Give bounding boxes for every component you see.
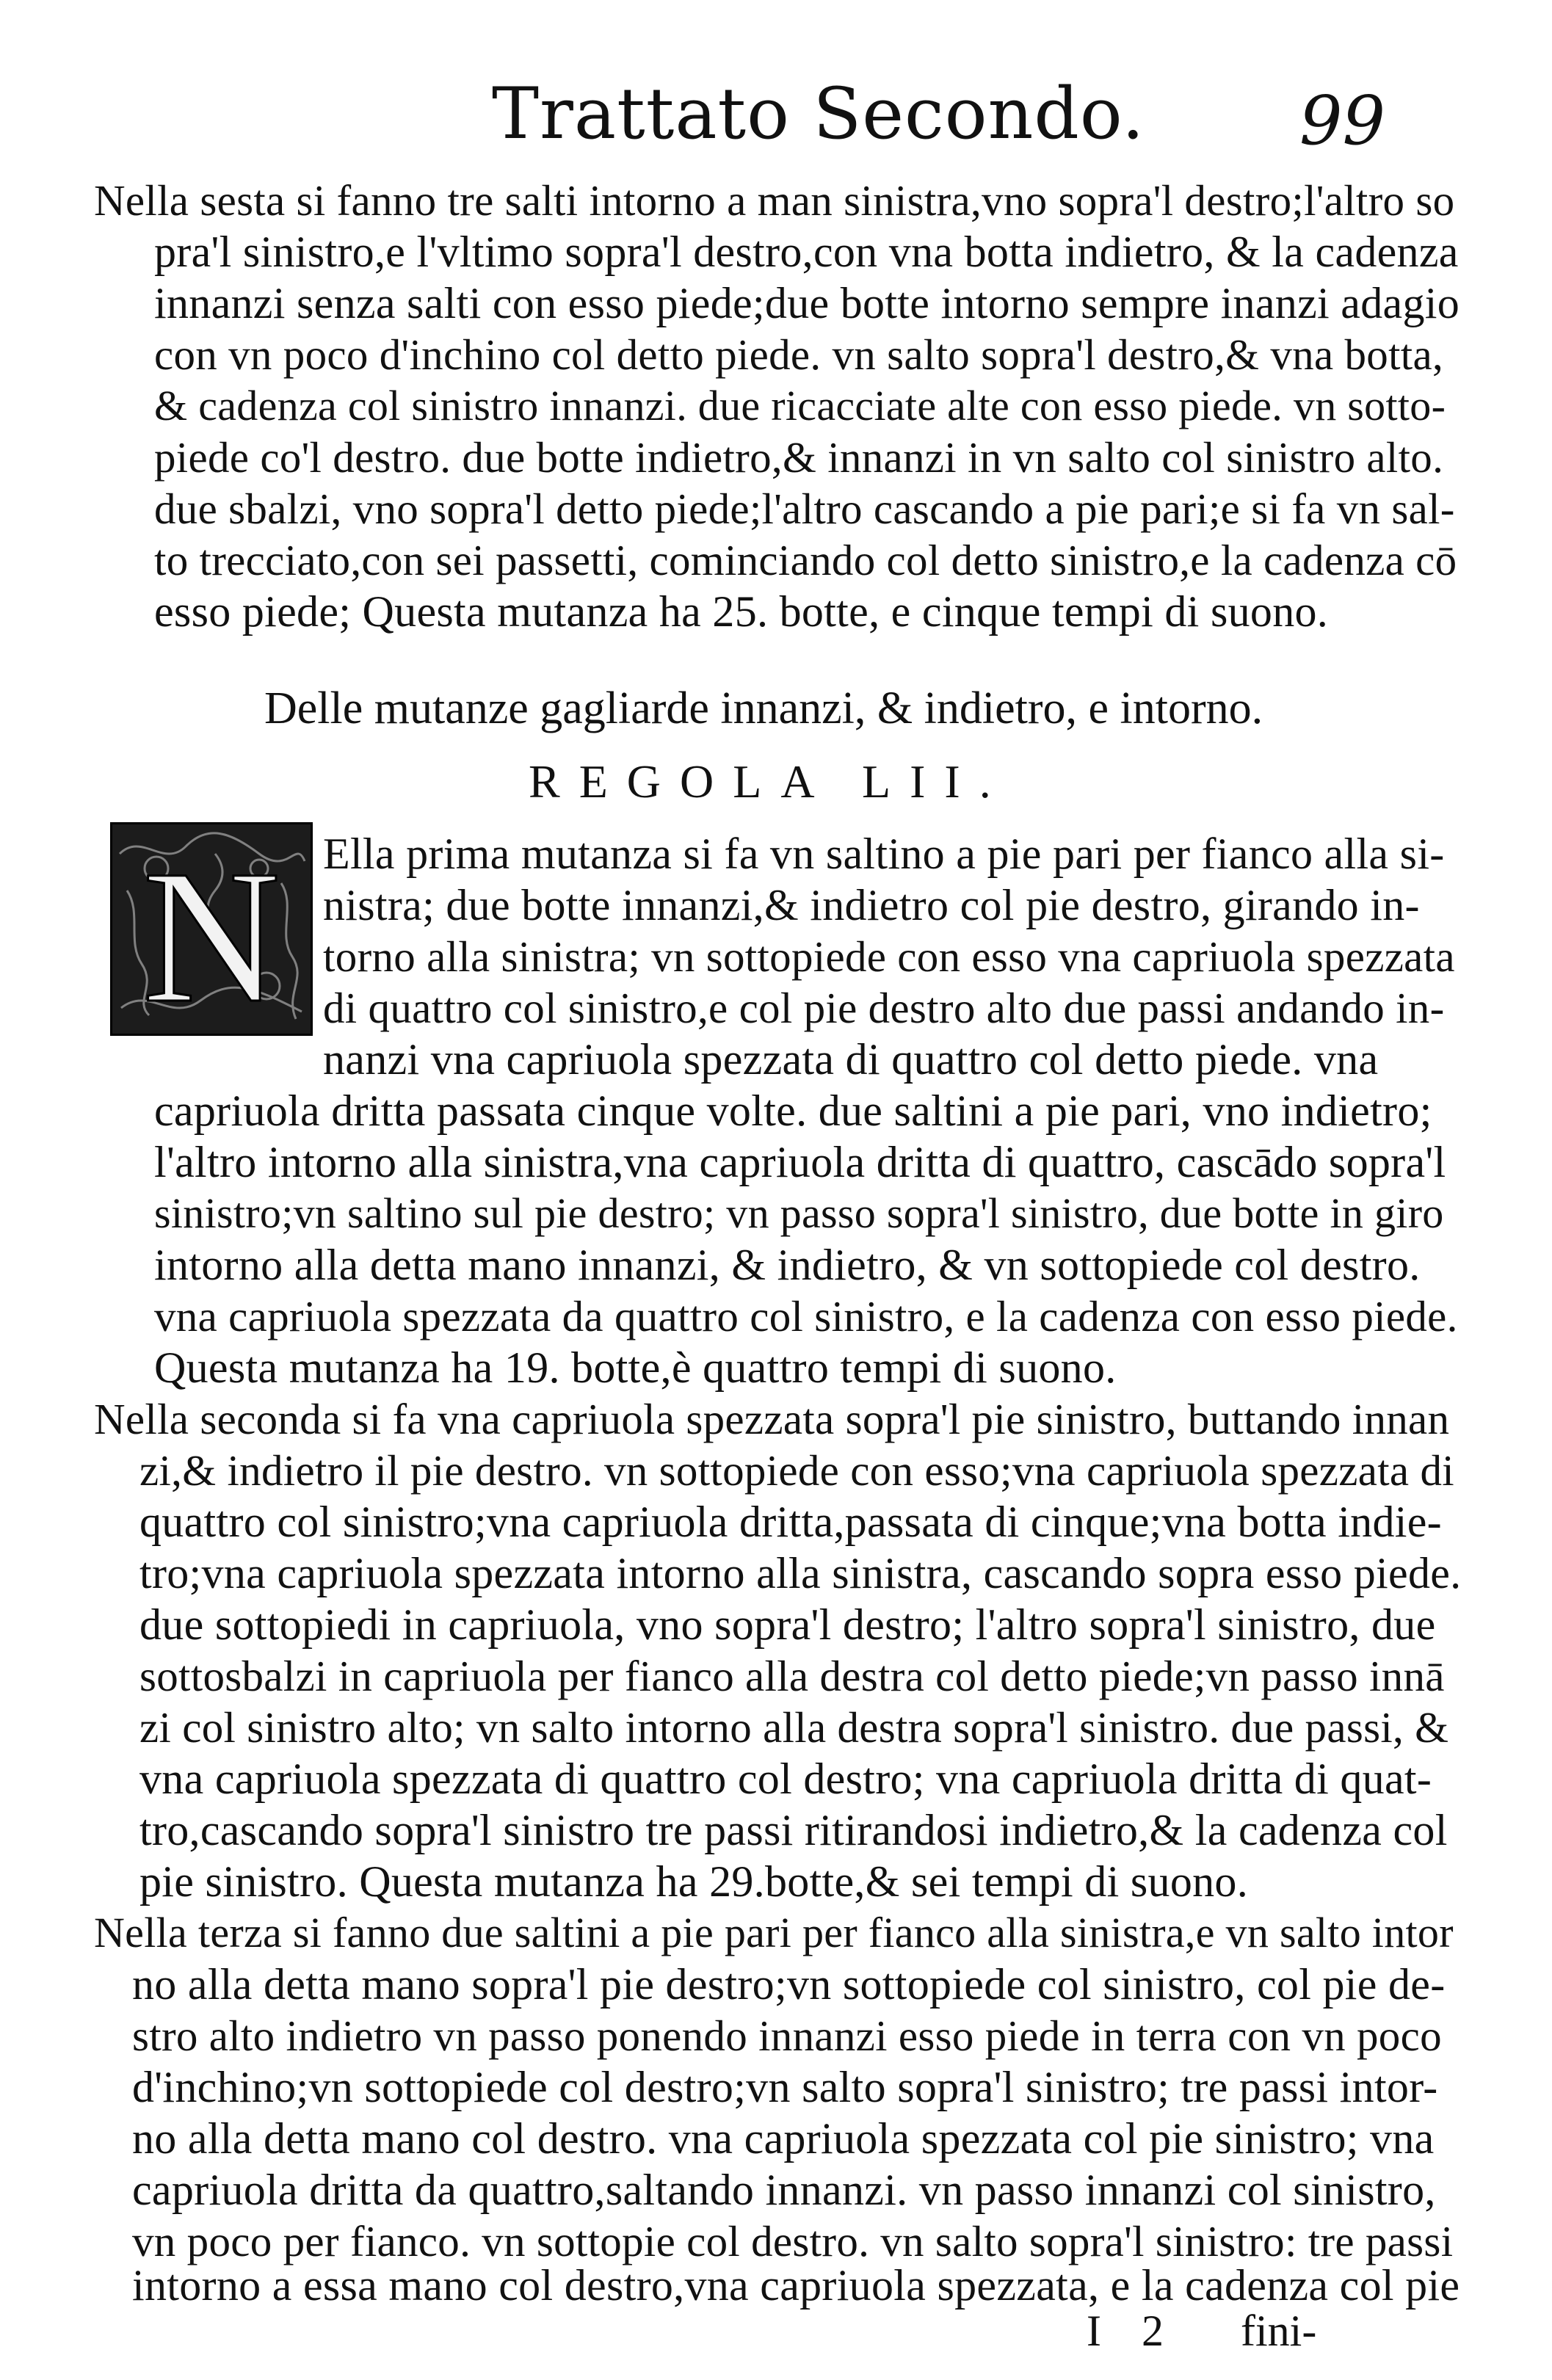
text-line: innanzi senza salti con esso piede;due botte intorno sempre inanzi adagio [154, 279, 1460, 327]
text-line: zi col sinistro alto; vn salto intorno alla destra sopra'l sinistro. due passi, & [139, 1703, 1449, 1752]
text-line: Nella seconda si fa vna capriuola spezzata sopra'l pie sinistro, buttando innan [94, 1395, 1450, 1443]
text-line: esso piede; Questa mutanza ha 25. botte, e cinque tempi di suono. [154, 587, 1329, 636]
text-line: sottosbalzi in capriuola per fianco alla destra col detto piede;vn passo innā [139, 1652, 1445, 1700]
regola-heading: REGOLA LII. [529, 755, 1010, 808]
text-line: quattro col sinistro;vna capriuola dritta,passata di cinque;vna botta indie- [139, 1498, 1442, 1546]
text-line: con vn poco d'inchino col detto piede. vn salto sopra'l destro,& vna botta, [154, 330, 1444, 379]
text-line: nanzi vna capriuola spezzata di quattro col detto piede. vna [323, 1035, 1379, 1084]
text-line: sinistro;vn saltino sul pie destro; vn passo sopra'l sinistro, due botte in giro [154, 1189, 1444, 1237]
catchword: fini- [1241, 2307, 1317, 2355]
signature-mark: I 2 [1087, 2307, 1178, 2355]
section-heading: Delle mutanze gagliarde innanzi, & indietro, e intorno. [264, 683, 1263, 733]
text-line: Questa mutanza ha 19. botte,è quattro tempi di suono. [154, 1343, 1117, 1392]
text-line: tro;vna capriuola spezzata intorno alla sinistra, cascando sopra esso piede. [139, 1549, 1462, 1597]
text-line: intorno a essa mano col destro,vna capriuola spezzata, e la cadenza col pie [132, 2261, 1460, 2310]
text-line: capriuola dritta da quattro,saltando innanzi. vn passo innanzi col sinistro, [132, 2166, 1436, 2214]
text-line: Nella sesta si fanno tre salti intorno a man sinistra,vno sopra'l destro;l'altro so [94, 176, 1455, 225]
text-line: due sbalzi, vno sopra'l detto piede;l'altro cascando a pie pari;e si fa vn sal- [154, 485, 1455, 533]
dropcap-letter: N [142, 831, 280, 1034]
text-line: stro alto indietro vn passo ponendo innanzi esso piede in terra con vn poco [132, 2011, 1442, 2060]
running-title: Trattato Secondo. [492, 73, 1145, 155]
text-line: di quattro col sinistro,e col pie destro alto due passi andando in- [323, 984, 1445, 1032]
text-line: no alla detta mano sopra'l pie destro;vn sottopiede col sinistro, col pie de- [132, 1960, 1446, 2009]
text-line: & cadenza col sinistro innanzi. due ricacciate alte con esso piede. vn sotto- [154, 382, 1446, 429]
text-line: intorno alla detta mano innanzi, & indietro, & vn sottopiede col destro. [154, 1241, 1421, 1289]
text-line: d'inchino;vn sottopiede col destro;vn salto sopra'l sinistro; tre passi intor- [132, 2063, 1438, 2111]
text-line: piede co'l destro. due botte indietro,& innanzi in vn salto col sinistro alto. [154, 433, 1444, 482]
text-line: pra'l sinistro,e l'vltimo sopra'l destro,con vna botta indietro, & la cadenza [154, 228, 1459, 276]
decorated-initial [110, 822, 313, 1036]
text-line: capriuola dritta passata cinque volte. due saltini a pie pari, vno indietro; [154, 1086, 1432, 1135]
text-line: vn poco per fianco. vn sottopie col destro. vn salto sopra'l sinistro: tre passi [132, 2217, 1454, 2265]
text-line: vna capriuola spezzata da quattro col sinistro, e la cadenza con esso piede. [154, 1292, 1458, 1340]
text-line: tro,cascando sopra'l sinistro tre passi ritirandosi indietro,& la cadenza col [139, 1806, 1448, 1854]
text-line: Nella terza si fanno due saltini a pie pari per fianco alla sinistra,e vn salto intor [94, 1909, 1454, 1956]
text-line: pie sinistro. Questa mutanza ha 29.botte,& sei tempi di suono. [139, 1857, 1249, 1906]
running-head [0, 73, 1552, 160]
text-line: no alla detta mano col destro. vna capriuola spezzata col pie sinistro; vna [132, 2114, 1435, 2163]
text-line: l'altro intorno alla sinistra,vna capriuola dritta di quattro, cascādo sopra'l [154, 1138, 1446, 1186]
text-line: due sottopiedi in capriuola, vno sopra'l destro; l'altro sopra'l sinistro, due [139, 1600, 1436, 1649]
text-line: vna capriuola spezzata di quattro col destro; vna capriuola dritta di quat- [139, 1755, 1432, 1803]
text-line: zi,& indietro il pie destro. vn sottopiede con esso;vna capriuola spezzata di [139, 1446, 1454, 1495]
text-line: Ella prima mutanza si fa vn saltino a pie pari per fianco alla si- [323, 830, 1445, 878]
text-line: torno alla sinistra; vn sottopiede con esso vna capriuola spezzata [323, 932, 1455, 981]
page-number: 99 [1299, 81, 1386, 160]
text-line: to trecciato,con sei passetti, cominciando col detto sinistro,e la cadenza cō [154, 536, 1457, 584]
text-line: nistra; due botte innanzi,& indietro col pie destro, girando in- [323, 881, 1420, 929]
woodcut-ornament-icon [112, 824, 311, 1034]
